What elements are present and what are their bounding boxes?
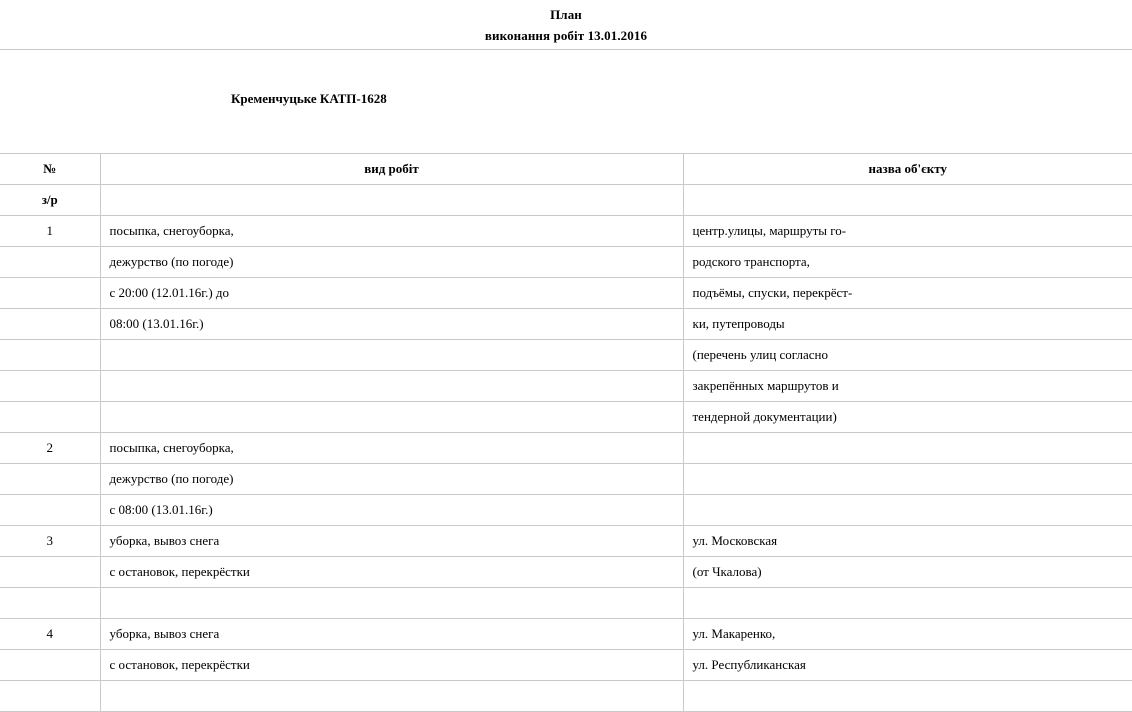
cell-number: 4	[0, 619, 100, 650]
table-row	[0, 433, 1132, 464]
document-title	[0, 0, 1132, 46]
cell-work-type: уборка, вывоз снега	[100, 526, 683, 557]
cell-object-name: ул. Республиканская	[683, 650, 1132, 681]
document-title-line-1: План	[550, 7, 582, 22]
table-row	[0, 588, 1132, 619]
cell-number	[0, 557, 100, 588]
cell-work-type	[100, 588, 683, 619]
cell-work-type: с 20:00 (12.01.16г.) до	[100, 278, 683, 309]
cell-work-type: с 08:00 (13.01.16г.)	[100, 495, 683, 526]
cell-number	[0, 495, 100, 526]
cell-object-name	[683, 588, 1132, 619]
cell-object-name: центр.улицы, маршруты го-	[683, 216, 1132, 247]
header-cell-number: №	[0, 154, 100, 185]
table-subheader-row	[0, 185, 1132, 216]
table-row	[0, 557, 1132, 588]
cell-work-type	[100, 340, 683, 371]
table-row	[0, 340, 1132, 371]
cell-object-name: подъёмы, спуски, перекрёст-	[683, 278, 1132, 309]
cell-number: 2	[0, 433, 100, 464]
cell-number	[0, 681, 100, 712]
cell-object-name: ки, путепроводы	[683, 309, 1132, 340]
cell-object-name	[683, 433, 1132, 464]
table-row	[0, 650, 1132, 681]
cell-number	[0, 371, 100, 402]
table-row	[0, 526, 1132, 557]
subheader-cell-object-name	[683, 185, 1132, 216]
cell-number	[0, 650, 100, 681]
table-row	[0, 278, 1132, 309]
cell-work-type: с остановок, перекрёстки	[100, 650, 683, 681]
cell-work-type: 08:00 (13.01.16г.)	[100, 309, 683, 340]
table-row	[0, 402, 1132, 433]
cell-work-type: с остановок, перекрёстки	[100, 557, 683, 588]
cell-work-type: уборка, вывоз снега	[100, 619, 683, 650]
table-row	[0, 619, 1132, 650]
cell-number	[0, 309, 100, 340]
table-row	[0, 681, 1132, 712]
cell-object-name	[683, 681, 1132, 712]
cell-work-type: дежурство (по погоде)	[100, 464, 683, 495]
cell-number: 3	[0, 526, 100, 557]
cell-number	[0, 464, 100, 495]
table-row	[0, 216, 1132, 247]
cell-work-type: дежурство (по погоде)	[100, 247, 683, 278]
organization-name: Кременчуцьке КАТП-1628	[231, 91, 387, 106]
subheader-cell-number: з/р	[0, 185, 100, 216]
table-header-row	[0, 154, 1132, 185]
cell-object-name: тендерной документации)	[683, 402, 1132, 433]
plan-table-body	[0, 154, 1132, 712]
plan-table	[0, 153, 1132, 712]
cell-object-name: (от Чкалова)	[683, 557, 1132, 588]
cell-object-name: ул. Макаренко,	[683, 619, 1132, 650]
cell-work-type	[100, 402, 683, 433]
cell-number	[0, 278, 100, 309]
cell-work-type: посыпка, снегоуборка,	[100, 216, 683, 247]
cell-number	[0, 340, 100, 371]
cell-number	[0, 402, 100, 433]
cell-object-name	[683, 495, 1132, 526]
document-title-line-2: виконання робіт 13.01.2016	[484, 28, 648, 43]
table-row	[0, 371, 1132, 402]
cell-work-type	[100, 371, 683, 402]
cell-number	[0, 588, 100, 619]
subheader-cell-work-type	[100, 185, 683, 216]
table-row	[0, 247, 1132, 278]
cell-number: 1	[0, 216, 100, 247]
cell-work-type	[100, 681, 683, 712]
cell-object-name: родского транспорта,	[683, 247, 1132, 278]
plan-table-container	[0, 107, 1132, 712]
cell-object-name: закрепённых маршрутов и	[683, 371, 1132, 402]
table-row	[0, 464, 1132, 495]
cell-work-type: посыпка, снегоуборка,	[100, 433, 683, 464]
cell-number	[0, 247, 100, 278]
table-row	[0, 495, 1132, 526]
cell-object-name	[683, 464, 1132, 495]
header-cell-object-name: назва об'єкту	[683, 154, 1132, 185]
table-row	[0, 309, 1132, 340]
header-cell-work-type: вид робіт	[100, 154, 683, 185]
cell-object-name: ул. Московская	[683, 526, 1132, 557]
cell-object-name: (перечень улиц согласно	[683, 340, 1132, 371]
